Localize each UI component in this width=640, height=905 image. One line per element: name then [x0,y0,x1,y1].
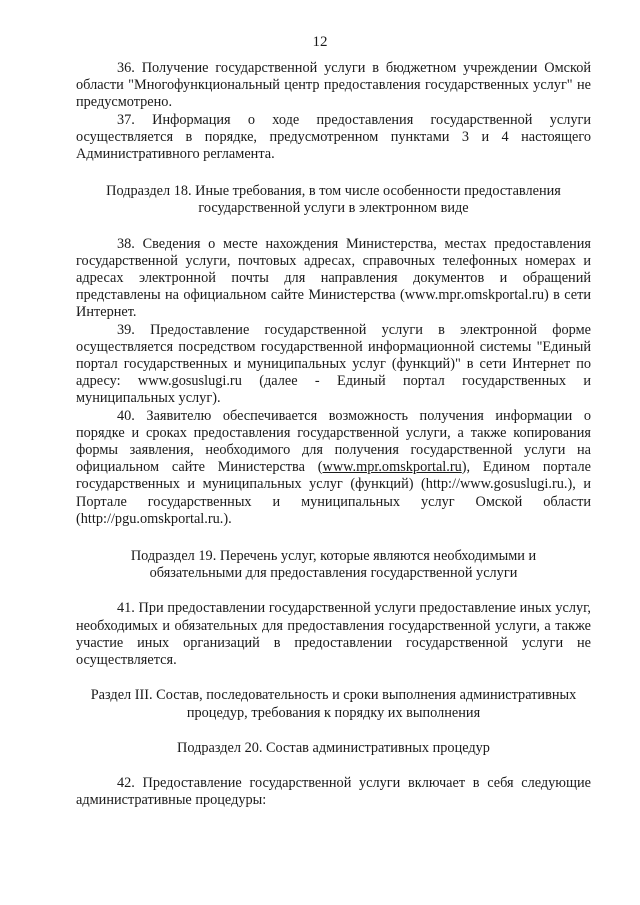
subsection-18-heading [76,183,591,217]
section-3-heading-line-1: Раздел III. Состав, последовательность и сроки выполнения административных [90,687,577,704]
subsection-19-heading-line-1: Подраздел 19. Перечень услуг, которые являются необходимыми и [130,548,537,565]
subsection-19-heading-line-2: обязательными для предоставления государственной услуги [149,565,518,582]
subsection-20-heading: Подраздел 20. Состав административных процедур [177,739,490,756]
subsection-18-heading-line-1: Подраздел 18. Иные требования, в том числе особенности предоставления [106,183,561,200]
paragraph-40-text-start: 40. Заявителю обеспечивается возможность получения информации о порядке и сроках предоставления государственной услуги, а также копирования формы заявления, необходимого для получения государственной услуги на официальном сайте Министерства ( [76,407,591,476]
paragraph-39: 39. Предоставление государственной услуги в электронной форме осуществляется посредством государственной информационной системы "Единый портал государственных и муниципальных услуг (функций)" в сети Интернет по адресу: www.gosuslugi.ru (далее - Единый портал государственных и муниципальных услуг). [76,321,591,407]
paragraph-42: 42. Предоставление государственной услуги включает в себя следующие административные процедуры: [76,774,591,809]
paragraph-36: 36. Получение государственной услуги в бюджетном учреждении Омской области "Многофункциональный центр предоставления государственных услуг" не предусмотрено. [76,60,591,111]
document-body [76,60,591,809]
paragraph-40 [76,408,591,528]
paragraph-37: 37. Информация о ходе предоставления государственной услуги осуществляется в порядке, предусмотренном пунктами 3 и 4 настоящего Административного регламента. [76,111,591,163]
paragraph-41: 41. При предоставлении государственной услуги предоставление иных услуг, необходимых и обязательных для предоставления государственной услуги, а также участие иных организаций в предоставлении государственной услуги не осуществляется. [76,600,591,669]
section-3-heading [70,687,597,721]
paragraph-38: 38. Сведения о месте нахождения Министерства, местах предоставления государственной услуги, почтовых адресах, справочных телефонных номерах и адресах электронной почты для направления документов и обращений представлены на официальном сайте Министерства (www.mpr.omskportal.ru) в сети Интернет. [76,235,591,321]
paragraph-40-text-end: ), Едином портале государственных и муниципальных услуг (функций) (http://www.gosuslugi.ru.), и Портале государственных и муниципальных услуг Омской области (http://pgu.omskportal.ru.). [76,459,591,527]
ministry-site-link[interactable]: www.mpr.omskportal.ru [322,459,462,476]
page-number: 12 [312,34,328,50]
section-3-heading-line-2: процедур, требования к порядку их выполнения [186,704,481,721]
subsection-19-heading [76,548,591,582]
subsection-18-heading-line-2: государственной услуги в электронном виде [198,200,469,217]
